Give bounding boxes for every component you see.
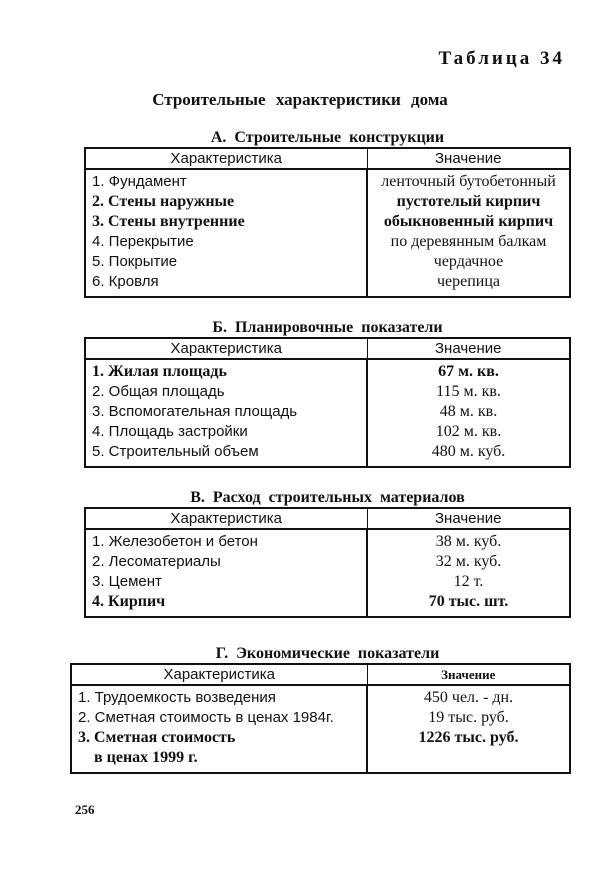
row-label: 4. Площадь застройки [92, 423, 248, 440]
row-value: ленточный бутобетонный [381, 173, 556, 190]
row-label: 5. Строительный объем [92, 443, 259, 460]
row-value: 450 чел. - дн. [423, 689, 514, 706]
page-title: Строительные характеристики дома [152, 90, 448, 109]
row-label: 6. Кровля [92, 273, 159, 290]
economics-table [70, 663, 571, 774]
value-cell [367, 685, 570, 773]
column-header-value: Значение [367, 338, 570, 359]
row-label: 2. Стены наружные [92, 193, 235, 210]
row-label: 3. Сметная стоимость [78, 729, 236, 746]
characteristic-cell [85, 169, 367, 297]
row-value: по деревянным балкам [390, 233, 547, 250]
column-header-characteristic: Характеристика [85, 508, 367, 529]
column-header-value: Значение [367, 508, 570, 529]
row-label: 3. Стены внутренние [92, 213, 245, 230]
section-title: Б. Планировочные показатели [212, 319, 443, 336]
characteristic-cell [85, 359, 367, 467]
materials-table [84, 507, 571, 618]
section-materials [84, 488, 571, 618]
row-label: 1. Жилая площадь [92, 363, 227, 380]
row-value: пустотелый кирпич [396, 193, 541, 210]
section-title: В. Расход строительных материалов [190, 489, 465, 506]
column-header-value: Значение [367, 664, 570, 685]
row-value: 32 м. куб. [435, 553, 502, 570]
row-label: 4. Кирпич [92, 593, 166, 610]
row-value: черепица [436, 273, 501, 290]
row-label: 2. Лесоматериалы [92, 553, 221, 570]
row-value: 67 м. кв. [438, 363, 499, 380]
row-label: 2. Общая площадь [92, 383, 225, 400]
table-number-label: Таблица 34 [438, 48, 565, 69]
section-title: Г. Экономические показатели [215, 645, 440, 662]
row-label: 4. Перекрытие [92, 233, 194, 250]
column-header-characteristic: Характеристика [85, 148, 367, 169]
row-label: 1. Фундамент [92, 173, 187, 190]
section-economics [70, 644, 571, 774]
characteristic-cell [71, 685, 367, 773]
row-value-empty [368, 748, 569, 768]
row-value: 480 м. куб. [431, 443, 506, 460]
row-label: 5. Покрытие [92, 253, 178, 270]
section-planning [84, 318, 571, 468]
row-value: 102 м. кв. [435, 423, 502, 440]
row-value: 38 м. куб. [435, 533, 502, 550]
characteristic-cell [85, 529, 367, 617]
row-value: 70 тыс. шт. [428, 593, 509, 610]
row-value: 12 т. [453, 573, 484, 590]
row-value: 1226 тыс. руб. [418, 729, 519, 746]
row-value: чердачное [433, 253, 504, 270]
row-value: 115 м. кв. [436, 383, 501, 400]
value-cell [367, 359, 570, 467]
planning-table [84, 337, 571, 468]
value-cell [367, 169, 570, 297]
row-label: 1. Железобетон и бетон [92, 533, 258, 550]
row-value: обыкновенный кирпич [383, 213, 554, 230]
row-value: 48 м. кв. [439, 403, 498, 420]
row-label: 1. Трудоемкость возведения [78, 689, 276, 706]
row-label: 3. Вспомогательная площадь [92, 403, 298, 420]
row-label-continued: в ценах 1999 г. [94, 749, 198, 766]
row-label: 2. Сметная стоимость в ценах 1984г. [78, 709, 334, 726]
page-number: 256 [75, 802, 95, 817]
section-title: А. Строительные конструкции [210, 129, 445, 146]
column-header-characteristic: Характеристика [85, 338, 367, 359]
value-cell [367, 529, 570, 617]
row-label: 3. Цемент [92, 573, 162, 590]
construction-table [84, 147, 571, 298]
column-header-value: Значение [367, 148, 570, 169]
column-header-characteristic: Характеристика [71, 664, 367, 685]
section-construction [84, 128, 571, 298]
row-value: 19 тыс. руб. [428, 709, 509, 726]
